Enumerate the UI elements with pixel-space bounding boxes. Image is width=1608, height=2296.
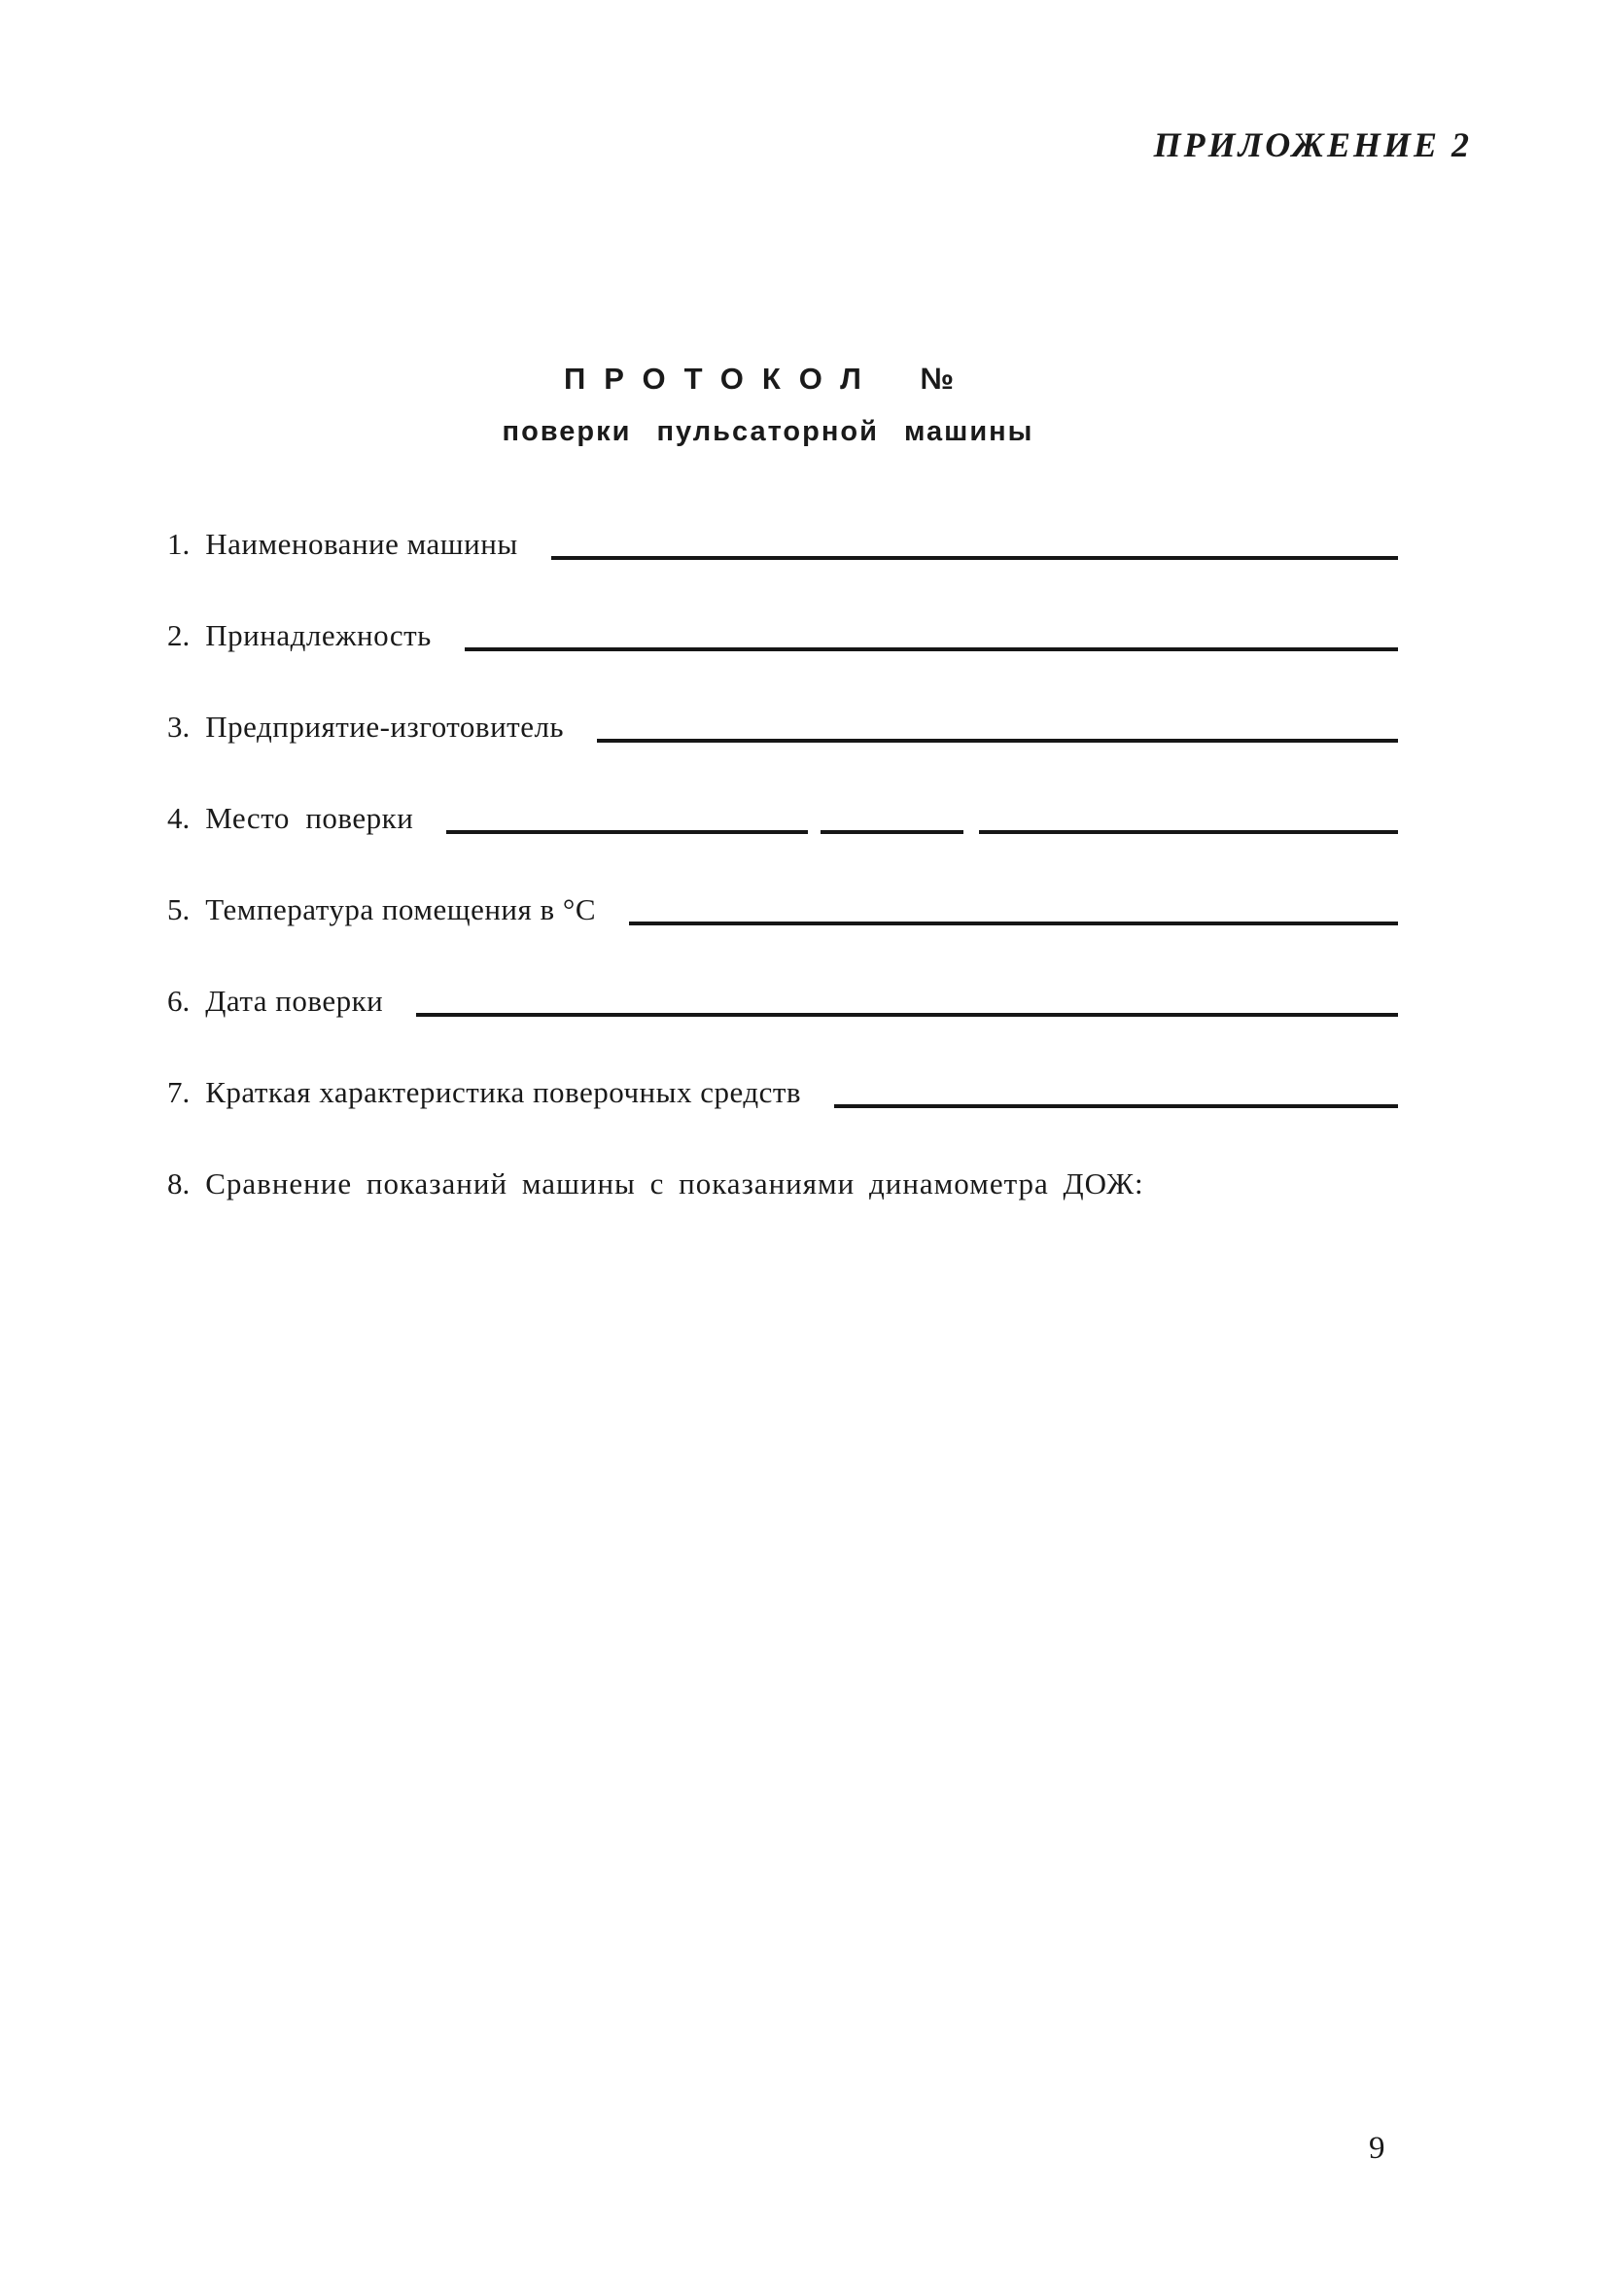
protocol-subtitle: поверки пульсаторной машины [502,416,1034,447]
form-item-room-temperature [167,892,1398,927]
blank-line-segment [979,830,1398,834]
item-number: 5. [167,892,191,926]
item-number: 3. [167,710,191,744]
item-label: Принадлежность [205,618,432,652]
item-label: Температура помещения в °С [205,892,596,926]
form-item-verification-place [167,801,1398,836]
form-item-verification-means [167,1075,1398,1110]
item-number: 7. [167,1075,191,1109]
blank-line [834,1104,1398,1108]
item-label: Дата поверки [205,984,384,1018]
form-item-dynamometer-comparison [167,1166,1398,1201]
form-item-machine-name [167,527,1398,562]
item-number: 6. [167,984,191,1018]
blank-line [629,922,1398,925]
form-item-verification-date [167,984,1398,1019]
appendix-label: ПРИЛОЖЕНИЕ 2 [1153,125,1472,164]
blank-line [416,1013,1398,1017]
title-block [126,362,1410,448]
item-label: Краткая характеристика поверочных средств [205,1075,802,1109]
blank-line-segment [821,830,963,834]
item-label: Сравнение показаний машины с показаниями динамометра ДОЖ: [205,1166,1144,1200]
item-label: Предприятие-изготовитель [205,710,565,744]
item-number: 8. [167,1166,191,1200]
blank-line [465,647,1398,651]
item-number: 1. [167,527,191,561]
item-label: Наименование машины [205,527,518,561]
protocol-title: ПРОТОКОЛ № [563,362,973,396]
item-number: 2. [167,618,191,652]
form-item-ownership [167,618,1398,653]
blank-line-segment [446,830,808,834]
page-number: 9 [1369,2131,1385,2166]
item-number: 4. [167,801,191,835]
protocol-form [167,527,1398,1258]
blank-line [551,556,1398,560]
form-item-manufacturer [167,710,1398,745]
blank-line [597,739,1398,743]
item-label: Место поверки [205,801,414,835]
